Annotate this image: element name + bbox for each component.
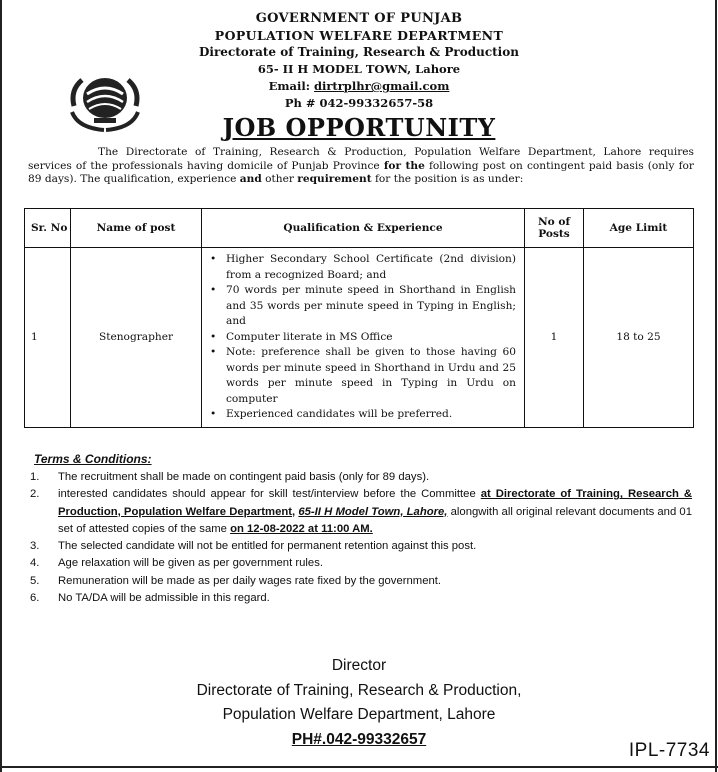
- cell-qualification: [202, 248, 525, 428]
- header-age-limit: Age Limit: [584, 209, 694, 248]
- phone-line: Ph # 042-99332657-58: [284, 96, 434, 110]
- cell-post-name: Stenographer: [71, 248, 202, 428]
- terms-heading: Terms & Conditions:: [34, 452, 152, 466]
- cell-no-of-posts: 1: [525, 248, 584, 428]
- qualification-item: • Experienced candidates will be preferred.: [226, 407, 516, 423]
- table-row: [25, 248, 694, 428]
- header-sr-no: Sr. No: [25, 209, 71, 248]
- venue-address: 65-II H Model Town, Lahore,: [298, 505, 448, 518]
- email-link[interactable]: dirtrplhr@gmail.com: [313, 79, 450, 93]
- department-name: POPULATION WELFARE DEPARTMENT: [214, 28, 504, 43]
- cell-age-limit: 18 to 25: [584, 248, 694, 428]
- job-table: [24, 208, 694, 428]
- ad-reference-number: IPL-7734: [628, 740, 710, 761]
- cell-sr-no: 1: [25, 248, 71, 428]
- page-title: JOB OPPORTUNITY: [222, 113, 496, 142]
- email-label: Email:: [268, 79, 314, 93]
- header-qualification: Qualification & Experience: [202, 209, 525, 248]
- list-item: 5. Remuneration will be made as per daily wages rate fixed by the government.: [30, 574, 442, 587]
- interview-date: on 12-08-2022 at 11:00 AM.: [230, 522, 373, 535]
- signatory-phone: PH#.042-99332657: [291, 730, 427, 748]
- qualification-item: • 70 words per minute speed in Shorthand in English and 35 words per minute speed in Typing in English; and: [226, 283, 516, 330]
- signatory-directorate: Directorate of Training, Research & Production,: [196, 681, 522, 699]
- qualification-list: [206, 252, 516, 423]
- list-item: 2. interested candidates should appear for skill test/interview before the Committee at Directorate of Training, Research & Production, Population Welfare Department, 65-II H Model Town, Lahore, alongwith all original relevant documents and 01 set of attested copies of the same on 12-08-2022 at 11:00 AM.: [30, 488, 693, 535]
- list-item: 6. No TA/DA will be admissible in this regard.: [30, 592, 270, 605]
- qualification-item: • Note: preference shall be given to those having 60 words per minute speed in Shorthand in Urdu and 25 words per minute speed in Typing in Urdu on computer: [226, 345, 516, 407]
- address: 65- II H MODEL TOWN, Lahore: [257, 62, 461, 76]
- header-no-of-posts: No of Posts: [525, 209, 584, 248]
- header-name-of-post: Name of post: [71, 209, 202, 248]
- bottom-border: [0, 766, 718, 768]
- list-item: 3. The selected candidate will not be entitled for permanent retention against this post.: [30, 540, 477, 553]
- list-item: 1. The recruitment shall be made on contingent paid basis (only for 89 days).: [30, 471, 430, 483]
- signatory-title: Director: [331, 657, 387, 674]
- intro-paragraph: The Directorate of Training, Research & Production, Population Welfare Department, Lahore requires services of the professionals having domicile of Punjab Province for the following post on contingent paid basis (only for 89 days). The qualification, experience and other requirement for the position is as under:: [28, 146, 694, 186]
- list-item: 4. Age relaxation will be given as per government rules.: [30, 557, 323, 570]
- signature-block: [0, 654, 718, 752]
- venue-text: at Directorate of Training, Research & Production, Population Welfare Department,: [58, 488, 693, 518]
- government-name: GOVERNMENT OF PUNJAB: [255, 11, 463, 26]
- terms-list: [30, 469, 692, 607]
- qualification-item: • Higher Secondary School Certificate (2nd division) from a recognized Board; and: [226, 252, 516, 283]
- table-header-row: [25, 209, 694, 248]
- signatory-department: Population Welfare Department, Lahore: [222, 706, 496, 723]
- qualification-item: • Computer literate in MS Office: [226, 330, 516, 346]
- directorate-name: Directorate of Training, Research & Production: [199, 45, 519, 59]
